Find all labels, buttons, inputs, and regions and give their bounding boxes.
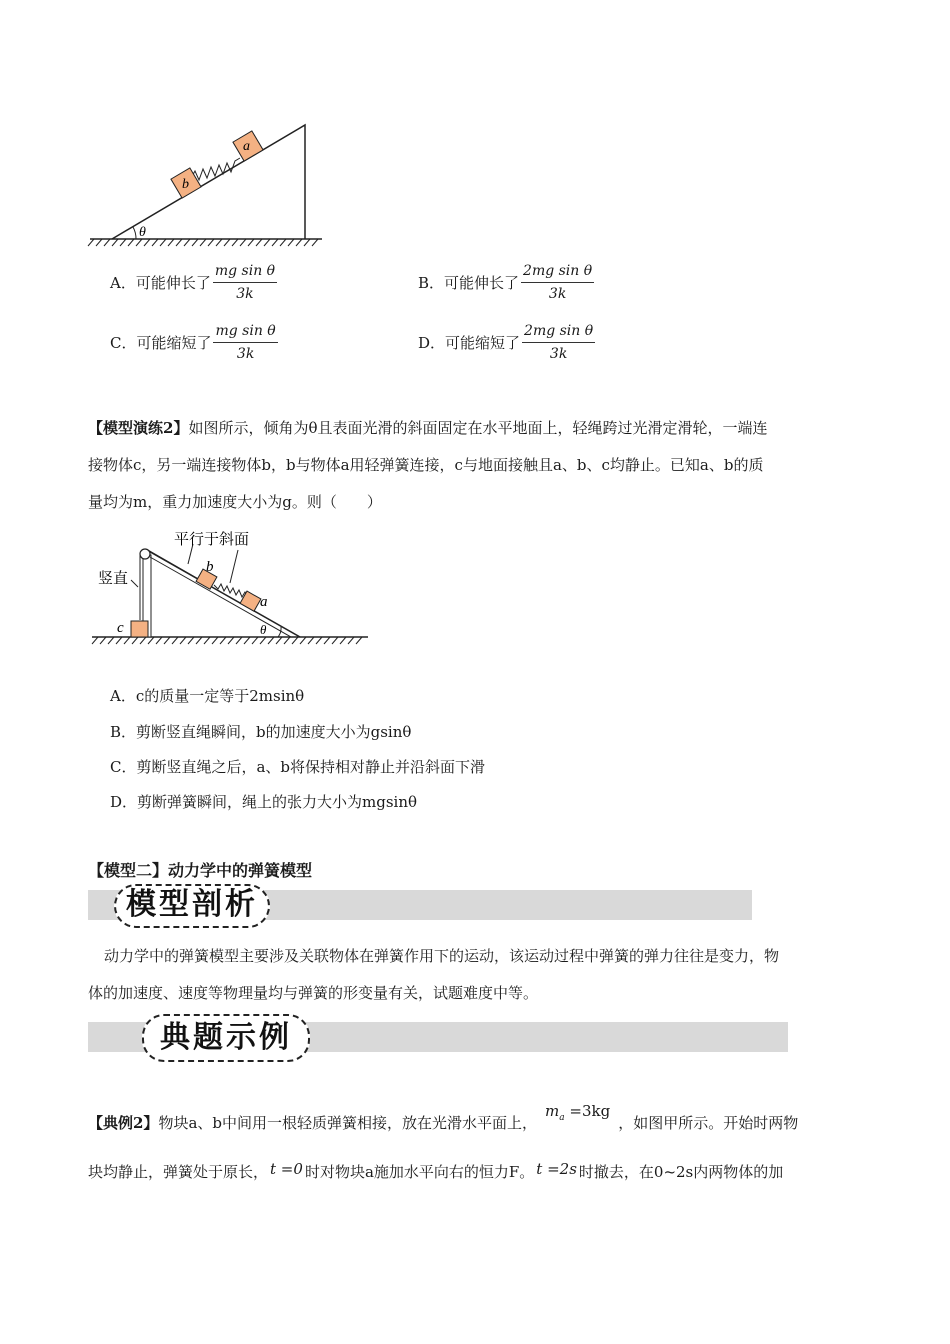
figure2-label-parallel: 平行于斜面 xyxy=(174,530,250,548)
example2-line-2: 块均静止，弹簧处于原长， t =0 时对物块a施加水平向右的恒力F。 t =2s 时撤去，在0~2s内两物体的加 xyxy=(88,1160,784,1181)
exercise2-line-2: 接物体c，另一端连接物体b，b与物体a用轻弹簧连接，c与地面接触且a、b、c均静止。已知a、b的质 xyxy=(88,456,764,474)
incline-figure-2 xyxy=(88,525,378,650)
option-1c-label: C．可能缩短了 xyxy=(110,333,212,352)
t2-formula: t =2s xyxy=(536,1160,577,1178)
mass-a-formula: $m_a =3kg$ xyxy=(545,1102,611,1123)
option-2b[interactable]: B．剪断竖直绳瞬间，b的加速度大小为gsinθ xyxy=(110,723,412,741)
option-1a-label: A．可能伸长了 xyxy=(110,273,211,292)
figure2-label-b: b xyxy=(206,559,214,575)
exercise2-line-1: 【模型演练2】如图所示，倾角为θ且表面光滑的斜面固定在水平地面上，轻绳跨过光滑定滑轮，一端连 xyxy=(88,419,768,437)
analysis-banner: 模型剖析 xyxy=(114,884,270,928)
figure2-label-theta: θ xyxy=(260,622,267,637)
figure2-label-vertical: 竖直 xyxy=(98,569,129,587)
option-1c-fraction: $\frac{\text{mg sin θ}}{3k}$ xyxy=(215,323,276,362)
option-2d[interactable]: D．剪断弹簧瞬间，绳上的张力大小为mgsinθ xyxy=(110,793,418,811)
example2-tag: 【典例2】 xyxy=(88,1114,159,1132)
exercise2-line-3: 量均为m，重力加速度大小为g。则（ ） xyxy=(88,493,382,511)
figure2-label-a: a xyxy=(260,594,268,610)
option-1b-fraction: $\frac{\text{2mg sin θ}}{3k}$ xyxy=(523,263,593,302)
option-1a-fraction: $\frac{\text{mg sin θ}}{3k}$ xyxy=(214,263,276,302)
incline-figure-1 xyxy=(86,118,326,248)
figure1-label-theta: θ xyxy=(139,225,146,240)
option-1b-label: B．可能伸长了 xyxy=(418,273,520,292)
figure1-label-a: a xyxy=(243,139,250,154)
t0-formula: t =0 xyxy=(270,1160,303,1178)
option-1c[interactable] xyxy=(110,322,278,363)
analysis-line-2: 体的加速度、速度等物理量均与弹簧的形变量有关，试题难度中等。 xyxy=(88,984,539,1002)
analysis-line-1: 动力学中的弹簧模型主要涉及关联物体在弹簧作用下的运动，该运动过程中弹簧的弹力往往是变力，物 xyxy=(104,947,780,965)
section-heading: 【模型二】动力学中的弹簧模型 xyxy=(88,863,313,880)
option-1d-fraction: $\frac{\text{2mg sin θ}}{3k}$ xyxy=(524,323,594,362)
examples-banner: 典题示例 xyxy=(142,1014,310,1062)
figure1-label-b: b xyxy=(182,177,189,192)
option-1d[interactable] xyxy=(418,322,595,363)
figure2-label-c: c xyxy=(117,620,124,636)
option-1a[interactable] xyxy=(110,262,277,303)
exercise2-tag: 【模型演练2】 xyxy=(88,419,189,437)
option-1b[interactable] xyxy=(418,262,594,303)
option-1d-label: D．可能缩短了 xyxy=(418,333,521,352)
example2-line-1: 【典例2】物块a、b中间用一根轻质弹簧相接，放在光滑水平面上，$m_a =3kg$，如图甲所示。开始时两物 xyxy=(88,1102,799,1132)
option-2c[interactable]: C．剪断竖直绳之后，a、b将保持相对静止并沿斜面下滑 xyxy=(110,758,486,776)
option-2a[interactable]: A．c的质量一定等于2msinθ xyxy=(110,687,305,705)
